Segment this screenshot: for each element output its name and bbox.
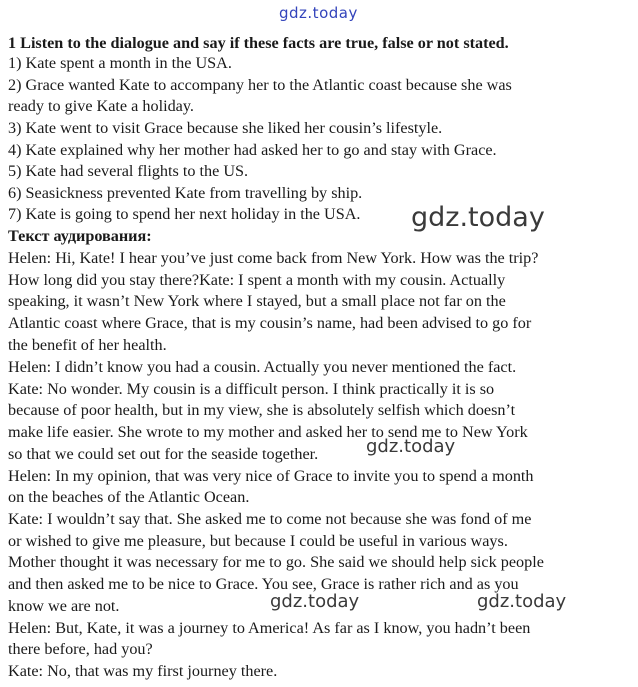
transcript-line: Kate: I wouldn’t say that. She asked me to come not because she was fond of me xyxy=(8,510,532,528)
transcript-heading: Текст аудирования: xyxy=(8,227,152,245)
statement-7: 7) Kate is going to spend her next holiday in the USA. xyxy=(8,205,361,223)
watermark-bottom-right: gdz.today xyxy=(477,591,567,612)
statement-2: 2) Grace wanted Kate to accompany her to the Atlantic coast because she was xyxy=(8,76,512,94)
transcript-line: so that we could set out for the seaside together. xyxy=(8,445,319,463)
transcript-line: make life easier. She wrote to my mother and asked her to send me to New York xyxy=(8,423,528,441)
transcript-line: there before, had you? xyxy=(8,640,153,658)
transcript-line: the benefit of her health. xyxy=(8,336,167,354)
transcript-line: and then asked me to be nice to Grace. You see, Grace is rather rich and as you xyxy=(8,575,519,593)
transcript-line: Atlantic coast where Grace, that is my cousin’s name, had been advised to go for xyxy=(8,314,532,332)
transcript-line: How long did you stay there?Kate: I spent a month with my cousin. Actually xyxy=(8,271,506,289)
transcript-line: Helen: I didn’t know you had a cousin. Actually you never mentioned the fact. xyxy=(8,358,517,376)
transcript-line: know we are not. xyxy=(8,597,120,615)
transcript-line: or wished to give me pleasure, but because I could be useful in various ways. xyxy=(8,532,508,550)
transcript-line: Helen: Hi, Kate! I hear you’ve just come back from New York. How was the trip? xyxy=(8,249,539,267)
watermark-mid-right: gdz.today xyxy=(411,202,545,233)
statement-6: 6) Seasickness prevented Kate from travelling by ship. xyxy=(8,184,363,202)
transcript-line: speaking, it wasn’t New York where I stayed, but a small place not far on the xyxy=(8,292,506,310)
transcript-line: Helen: In my opinion, that was very nice of Grace to invite you to spend a month xyxy=(8,467,534,485)
transcript-line: Helen: But, Kate, it was a journey to America! As far as I know, you hadn’t been xyxy=(8,619,531,637)
statement-2-continued: ready to give Kate a holiday. xyxy=(8,97,194,115)
task-title: 1 Listen to the dialogue and say if these facts are true, false or not stated. xyxy=(8,34,509,52)
transcript-line: on the beaches of the Atlantic Ocean. xyxy=(8,488,250,506)
statement-5: 5) Kate had several flights to the US. xyxy=(8,162,249,180)
transcript-line: Mother thought it was necessary for me to go. She said we should help sick people xyxy=(8,553,544,571)
watermark-top: gdz.today xyxy=(279,4,358,22)
transcript-line: Kate: No wonder. My cousin is a difficult person. I think practically it is so xyxy=(8,380,495,398)
watermark-middle: gdz.today xyxy=(366,436,456,457)
statement-4: 4) Kate explained why her mother had asked her to go and stay with Grace. xyxy=(8,141,497,159)
watermark-bottom-left: gdz.today xyxy=(270,591,360,612)
transcript-line: because of poor health, but in my view, she is absolutely selfish which doesn’t xyxy=(8,401,516,419)
transcript-line: Kate: No, that was my first journey there. xyxy=(8,662,278,680)
statement-3: 3) Kate went to visit Grace because she liked her cousin’s lifestyle. xyxy=(8,119,443,137)
statement-1: 1) Kate spent a month in the USA. xyxy=(8,54,232,72)
